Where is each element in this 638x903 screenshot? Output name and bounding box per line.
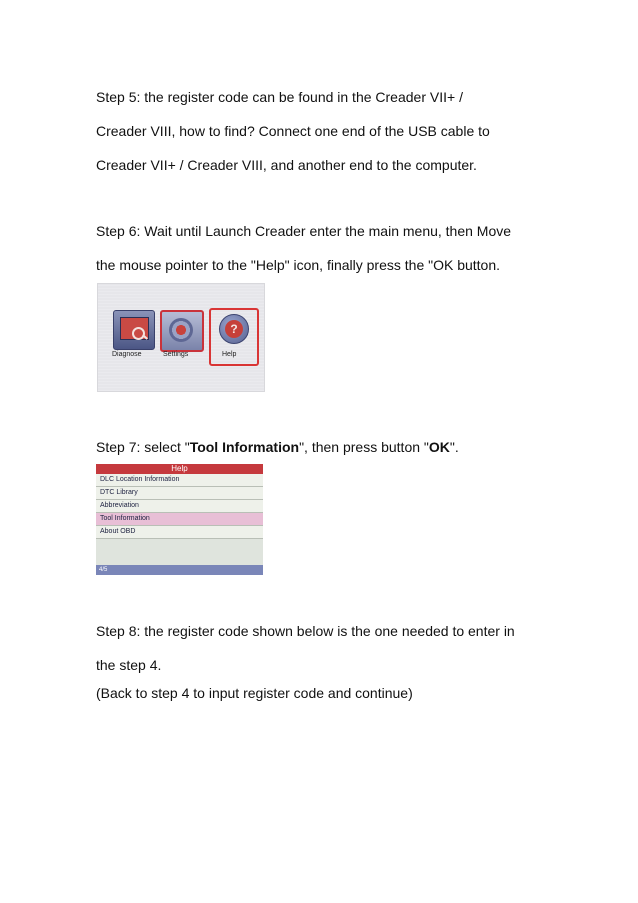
step5-line-2: Creader VIII, how to find? Connect one end of the USB cable to: [96, 123, 490, 139]
list-item: Abbreviation: [96, 500, 263, 513]
help-menu-screenshot: [96, 464, 263, 575]
main-menu-screenshot: [97, 283, 265, 392]
step5-line-1: Step 5: the register code can be found in the Creader VII+ /: [96, 89, 463, 105]
diagnose-label: Diagnose: [112, 351, 142, 358]
gear-icon: [169, 318, 193, 342]
list-item: DLC Location Information: [96, 474, 263, 487]
step7-line: [96, 438, 566, 456]
help-icon: ?: [219, 314, 249, 344]
step7-prefix: Step 7: select ": [96, 439, 190, 455]
step6-line-2: the mouse pointer to the "Help" icon, finally press the "OK button.: [96, 257, 501, 273]
settings-label: Settings: [163, 351, 189, 358]
step7-tool-information: Tool Information: [189, 439, 300, 455]
step8-line-1: Step 8: the register code shown below is the one needed to enter in: [96, 623, 515, 639]
step6-line-1: Step 6: Wait until Launch Creader enter the main menu, then Move: [96, 223, 512, 239]
step8-line-3: (Back to step 4 to input register code and continue): [96, 685, 413, 701]
list-item: DTC Library: [96, 487, 263, 500]
step7-paragraph: [96, 438, 566, 456]
page-indicator: 4/5: [96, 565, 263, 575]
step7-middle: ", then press button ": [299, 439, 429, 455]
step7-ok: OK: [428, 439, 450, 455]
list-item: About OBD: [96, 526, 263, 539]
list-item-selected: Tool Information: [96, 513, 263, 526]
step8-line-2: the step 4.: [96, 657, 162, 673]
step5-line-3: Creader VII+ / Creader VIII, and another end to the computer.: [96, 157, 477, 173]
settings-tile: [160, 310, 204, 352]
help-label: Help: [222, 351, 237, 358]
diagnose-tile: [113, 310, 155, 350]
help-menu-title: Help: [96, 464, 263, 474]
diagnose-icon: [120, 317, 149, 340]
step7-suffix: ".: [449, 439, 459, 455]
